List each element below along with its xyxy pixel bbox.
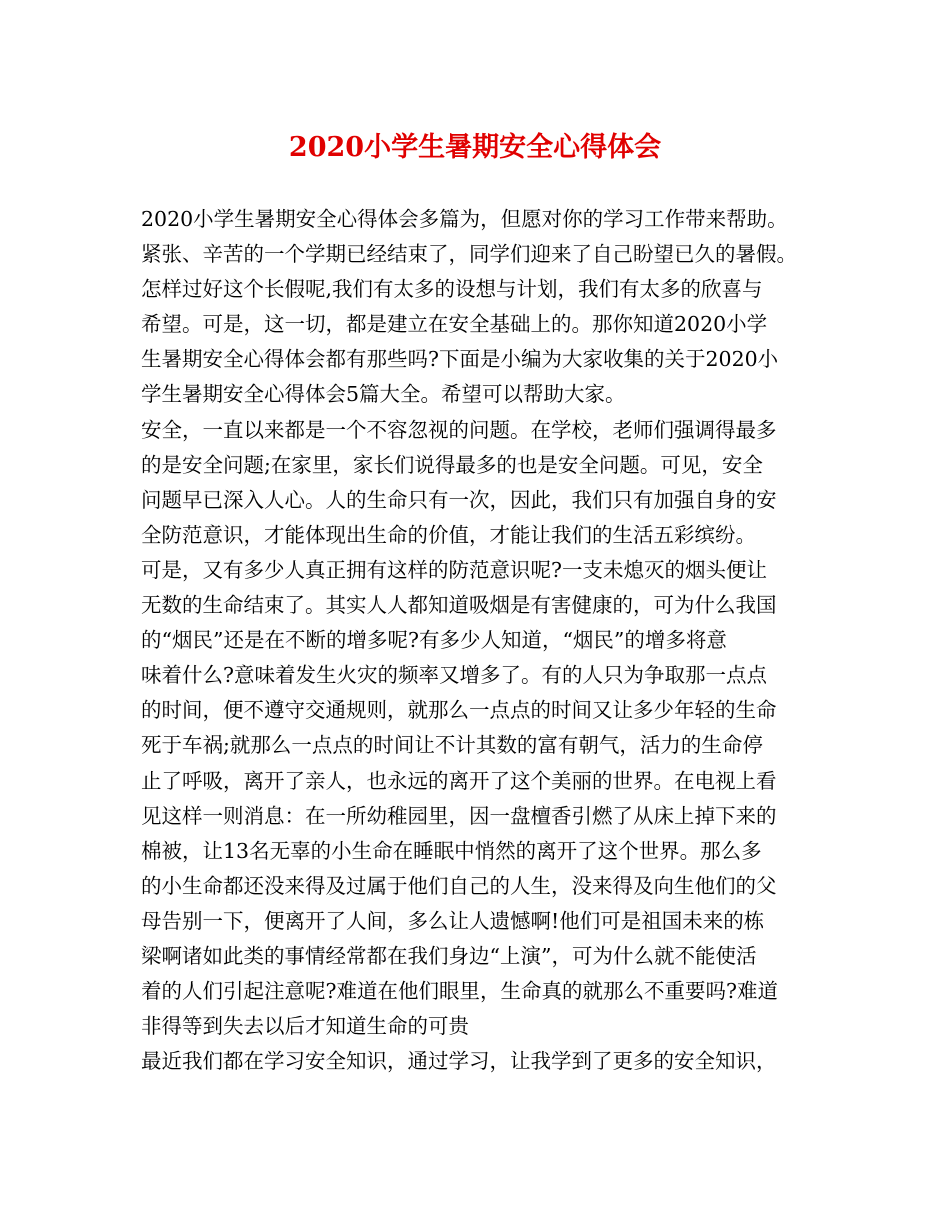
body-line: 非得等到失去以后才知道生命的可贵 [141,1014,469,1039]
body-line: 紧张、辛苦的一个学期已经结束了，同学们迎来了自己盼望已久的暑假。 [141,242,797,267]
body-line: 最近我们都在学习安全知识，通过学习，让我学到了更多的安全知识， [141,1049,777,1074]
body-line: 的是安全问题;在家里，家长们说得最多的也是安全问题。可见，安全 [141,452,763,477]
body-line: 见这样一则消息：在一所幼稚园里，因一盘檀香引燃了从床上掉下来的 [141,803,777,828]
body-line: 安全，一直以来都是一个不容忽视的问题。在学校，老师们强调得最多 [141,417,777,442]
body-line: 无数的生命结束了。其实人人都知道吸烟是有害健康的，可为什么我国 [141,593,777,618]
body-line: 的小生命都还没来得及过属于他们自己的人生，没来得及向生他们的父 [141,873,777,898]
body-line: 死于车祸;就那么一点点的时间让不计其数的富有朝气，活力的生命停 [141,733,763,758]
body-line: 着的人们引起注意呢?难道在他们眼里，生命真的就那么不重要吗?难道 [141,979,778,1004]
document-title: 2020小学生暑期安全心得体会 [288,132,662,163]
body-line: 全防范意识，才能体现出生命的价值，才能让我们的生活五彩缤纷。 [141,522,756,547]
document-body [141,202,831,1079]
body-line: 生暑期安全心得体会都有那些吗?下面是小编为大家收集的关于2020小 [141,347,779,372]
body-line: 的时间，便不遵守交通规则，就那么一点点的时间又让多少年轻的生命 [141,698,777,723]
body-line: 的“烟民”还是在不断的增多呢?有多少人知道，“烟民”的增多将意 [141,628,727,653]
body-line: 怎样过好这个长假呢,我们有太多的设想与计划，我们有太多的欣喜与 [141,277,763,302]
body-line: 2020小学生暑期安全心得体会多篇为，但愿对你的学习工作带来帮助。 [141,207,788,231]
body-line: 味着什么?意味着发生火灾的频率又增多了。有的人只为争取那一点点 [141,663,767,688]
body-line: 可是，又有多少人真正拥有这样的防范意识呢?一支未熄灭的烟头便让 [141,557,767,582]
body-line: 止了呼吸，离开了亲人，也永远的离开了这个美丽的世界。在电视上看 [141,768,777,793]
body-line: 希望。可是，这一切，都是建立在安全基础上的。那你知道2020小学 [141,312,768,337]
body-line: 学生暑期安全心得体会5篇大全。希望可以帮助大家。 [141,382,626,407]
body-line: 棉被，让13名无辜的小生命在睡眠中悄然的离开了这个世界。那么多 [141,838,762,863]
body-line: 问题早已深入人心。人的生命只有一次，因此，我们只有加强自身的安 [141,487,777,512]
body-line: 梁啊诸如此类的事情经常都在我们身边“上演”，可为什么就不能使活 [141,943,757,968]
body-line: 母告别一下，便离开了人间，多么让人遗憾啊!他们可是祖国未来的栋 [141,908,765,933]
